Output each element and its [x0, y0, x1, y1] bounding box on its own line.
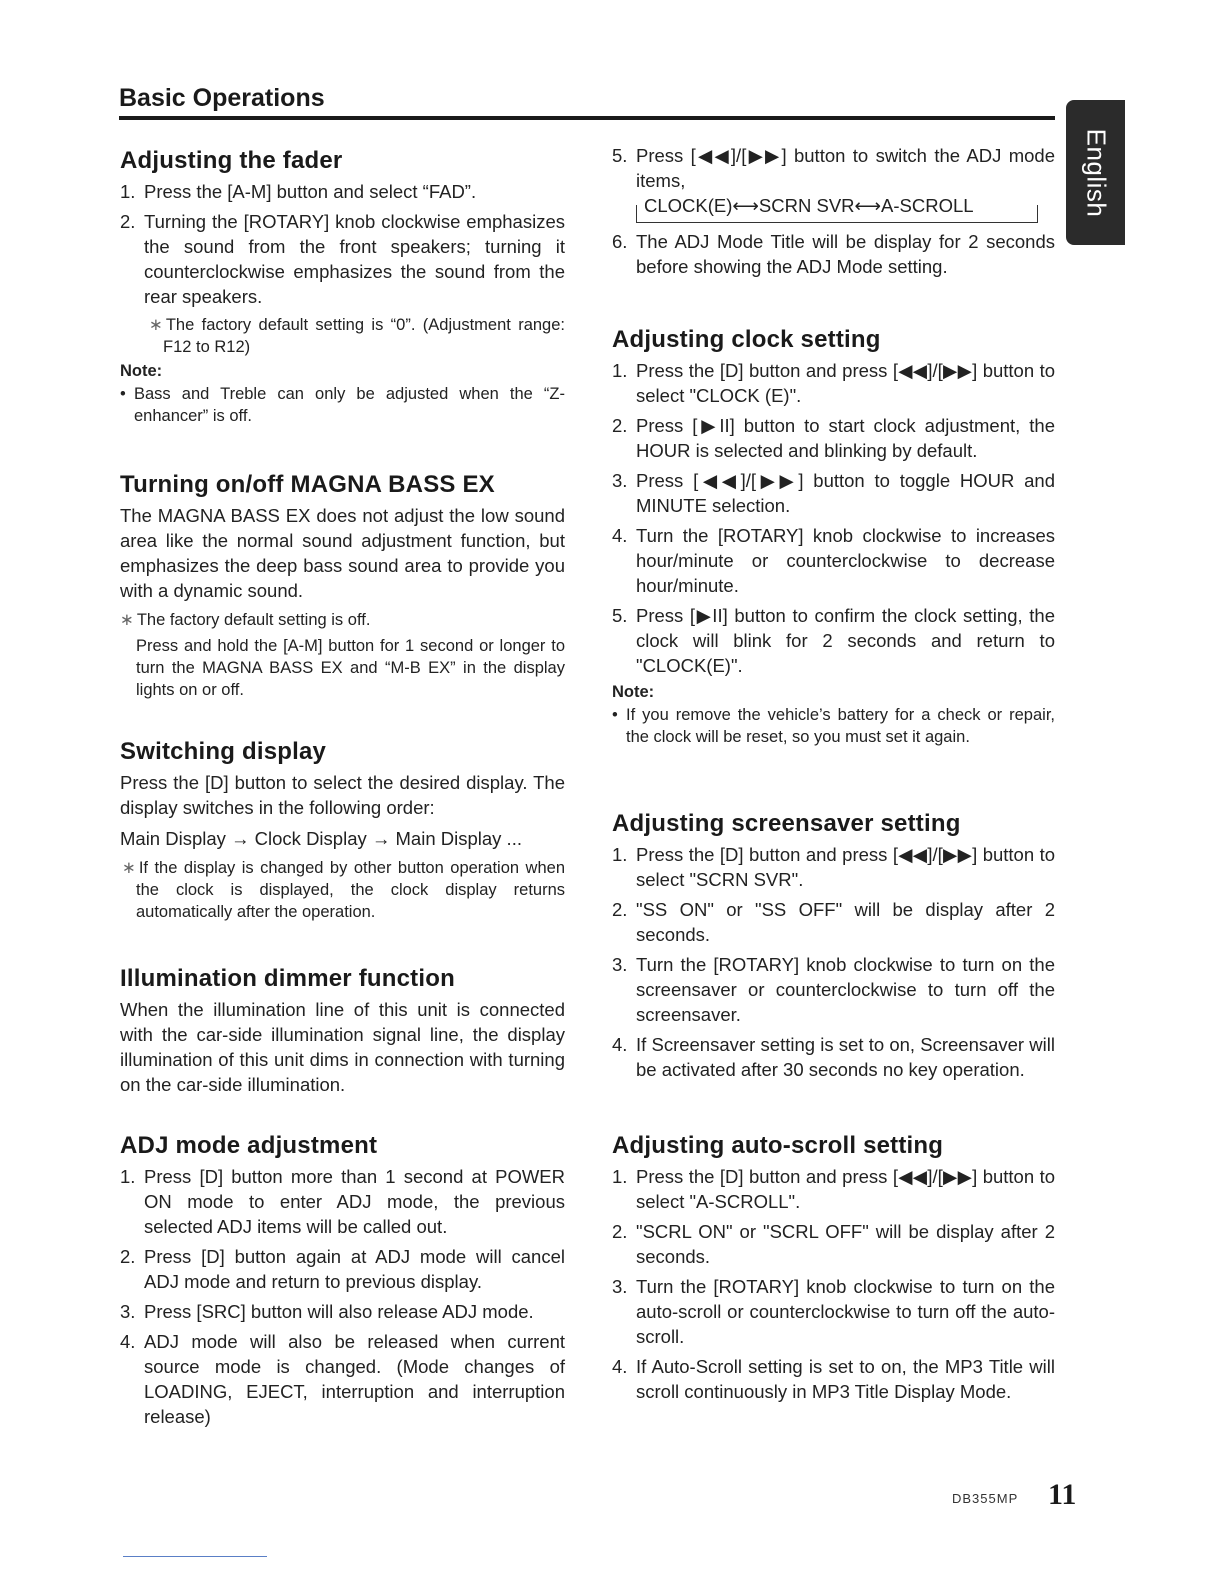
fader-section	[120, 146, 565, 427]
section-rule	[119, 116, 1055, 120]
step-text: ADJ mode will also be released when current source mode is changed. (Mode changes of LOADING, EJECT, interruption and interruption release)	[144, 1331, 565, 1427]
autoscroll-title: Adjusting auto-scroll setting	[612, 1132, 944, 1159]
list-item	[120, 179, 565, 204]
adj-continued-steps-2	[612, 229, 1055, 279]
list-item	[120, 1244, 565, 1294]
adj-title: ADJ mode adjustment	[120, 1132, 378, 1159]
fader-default-note	[120, 314, 565, 358]
fader-steps	[120, 179, 565, 309]
autoscroll-section	[612, 1131, 1055, 1409]
list-item	[612, 1219, 1055, 1269]
step-number: 4.	[120, 1331, 136, 1352]
screensaver-section	[612, 809, 1055, 1087]
language-tab	[1066, 100, 1125, 245]
list-item	[612, 358, 1055, 408]
autoscroll-steps	[612, 1164, 1055, 1404]
step-text: Press the [D] button and press [◀◀]/[▶▶] button to select "A-SCROLL".	[636, 1166, 1055, 1212]
dimmer-body: When the illumination line of this unit is connected with the car-side illumination signal line, the display illumination of this unit dims in connection with turning on the car-side illumination.	[120, 999, 565, 1095]
list-item	[612, 413, 1055, 463]
adj-sequence-diagram	[636, 193, 1038, 225]
section-title: Basic Operations	[119, 84, 325, 112]
step-text: Press [D] button more than 1 second at POWER ON mode to enter ADJ mode, the previous selected ADJ items will be called out.	[144, 1166, 565, 1237]
model-number: DB355MP	[952, 1491, 1019, 1506]
step-number: 1.	[120, 181, 136, 202]
step-text: Turn the [ROTARY] knob clockwise to turn on the screensaver or counterclockwise to turn off the screensaver.	[636, 954, 1055, 1025]
step-text: "SCRL ON" or "SCRL OFF" will be display after 2 seconds.	[636, 1221, 1055, 1267]
step-number: 2.	[120, 1246, 136, 1267]
list-item	[612, 1032, 1055, 1082]
step-text: Press [D] button again at ADJ mode will cancel ADJ mode and return to previous display.	[144, 1246, 565, 1292]
list-item	[612, 842, 1055, 892]
display-note	[120, 857, 565, 923]
asterisk-icon: ∗	[120, 611, 134, 629]
page-number: 11	[1048, 1478, 1077, 1511]
display-order: Main Display → Clock Display → Main Display ...	[120, 828, 522, 849]
step-number: 4.	[612, 525, 628, 546]
magna-default-text: The factory default setting is off.	[136, 611, 371, 629]
list-item	[612, 897, 1055, 947]
loop-line-bottom	[636, 222, 1038, 223]
step-number: 3.	[612, 954, 628, 975]
magna-default-note	[120, 609, 565, 631]
step-number: 4.	[612, 1356, 628, 1377]
loop-line-left	[636, 205, 637, 223]
bottom-line	[123, 1556, 267, 1557]
step-text: Press [▶II] button to start clock adjustment, the HOUR is selected and blinking by default.	[636, 415, 1055, 461]
list-item	[120, 1299, 565, 1324]
list-item	[612, 523, 1055, 598]
clock-note-label: Note:	[612, 683, 655, 701]
language-tab-label: English	[1081, 128, 1111, 217]
screensaver-steps	[612, 842, 1055, 1082]
clock-section	[612, 325, 1055, 748]
step-number: 1.	[120, 1166, 136, 1187]
clock-note-text: • If you remove the vehicle’s battery for a check or repair, the clock will be reset, so you must set it again.	[612, 704, 1055, 748]
step-number: 3.	[612, 1276, 628, 1297]
asterisk-icon: ∗	[122, 859, 136, 877]
list-item	[612, 1354, 1055, 1404]
list-item	[612, 229, 1055, 279]
display-section	[120, 737, 565, 927]
screensaver-title: Adjusting screensaver setting	[612, 810, 961, 837]
step-text: Press [◀◀]/[▶▶] button to switch the ADJ mode items,	[636, 145, 1055, 191]
list-item	[120, 1164, 565, 1239]
magna-title: Turning on/off MAGNA BASS EX	[120, 471, 495, 498]
step-number: 5.	[612, 605, 628, 626]
step-text: If Auto-Scroll setting is set to on, the MP3 Title will scroll continuously in MP3 Title Display Mode.	[636, 1356, 1055, 1402]
step-text: Press the [A-M] button and select “FAD”.	[144, 181, 477, 202]
display-note-text: If the display is changed by other button operation when the clock is displayed, the clock display returns automatically after the operation.	[136, 859, 565, 921]
fader-note-text: • Bass and Treble can only be adjusted when the “Z-enhancer” is off.	[120, 383, 565, 427]
list-item	[612, 1164, 1055, 1214]
list-item	[612, 1274, 1055, 1349]
asterisk-icon: ∗	[149, 316, 163, 334]
magna-section	[120, 470, 565, 705]
step-number: 2.	[612, 899, 628, 920]
list-item	[612, 143, 1055, 193]
step-text: Turning the [ROTARY] knob clockwise emphasizes the sound from the front speakers; turning it counterclockwise emphasizes the sound from the rear speakers.	[144, 211, 565, 307]
step-text: "SS ON" or "SS OFF" will be display after 2 seconds.	[636, 899, 1055, 945]
step-text: The ADJ Mode Title will be display for 2 seconds before showing the ADJ Mode setting.	[636, 231, 1055, 277]
step-text: Turn the [ROTARY] knob clockwise to increases hour/minute or counterclockwise to decrease hour/minute.	[636, 525, 1055, 596]
adj-continued-section	[612, 143, 1055, 284]
list-item	[612, 603, 1055, 678]
loop-line-right	[1037, 205, 1038, 223]
display-body: Press the [D] button to select the desired display. The display switches in the following order:	[120, 772, 565, 818]
list-item	[612, 468, 1055, 518]
step-text: Press [SRC] button will also release ADJ mode.	[144, 1301, 534, 1322]
fader-note-label: Note:	[120, 362, 163, 380]
clock-steps	[612, 358, 1055, 678]
step-number: 6.	[612, 231, 628, 252]
dimmer-title: Illumination dimmer function	[120, 965, 455, 992]
step-number: 1.	[612, 360, 628, 381]
list-item	[612, 952, 1055, 1027]
list-item	[120, 209, 565, 309]
step-number: 3.	[120, 1301, 136, 1322]
clock-title: Adjusting clock setting	[612, 326, 881, 353]
display-title: Switching display	[120, 738, 327, 765]
step-number: 5.	[612, 145, 628, 166]
fader-note-list	[120, 383, 565, 427]
fader-default-text: The factory default setting is “0”. (Adjustment range: F12 to R12)	[163, 316, 565, 356]
step-number: 3.	[612, 470, 628, 491]
dimmer-section	[120, 964, 565, 1103]
magna-body: The MAGNA BASS EX does not adjust the low sound area like the normal sound adjustment function, but emphasizes the deep bass sound area to provide you with a dynamic sound.	[120, 505, 565, 601]
adj-steps	[120, 1164, 565, 1429]
step-text: If Screensaver setting is set to on, Screensaver will be activated after 30 seconds no key operation.	[636, 1034, 1055, 1080]
step-number: 2.	[120, 211, 136, 232]
step-number: 1.	[612, 1166, 628, 1187]
step-text: Press [▶II] button to confirm the clock setting, the clock will blink for 2 seconds and return to "CLOCK(E)".	[636, 605, 1055, 676]
step-text: Press the [D] button and press [◀◀]/[▶▶] button to select "SCRN SVR".	[636, 844, 1055, 890]
adj-continued-steps	[612, 143, 1055, 193]
step-number: 1.	[612, 844, 628, 865]
adj-section	[120, 1131, 565, 1434]
magna-instruction: Press and hold the [A-M] button for 1 second or longer to turn the MAGNA BASS EX and “M-B EX” in the display lights on or off.	[136, 637, 565, 699]
clock-note-list	[612, 704, 1055, 748]
step-number: 4.	[612, 1034, 628, 1055]
adj-sequence-text: CLOCK(E)⟷SCRN SVR⟷A-SCROLL	[644, 195, 974, 216]
step-text: Press the [D] button and press [◀◀]/[▶▶] button to select "CLOCK (E)".	[636, 360, 1055, 406]
step-text: Turn the [ROTARY] knob clockwise to turn on the auto-scroll or counterclockwise to turn off the auto-scroll.	[636, 1276, 1055, 1347]
step-number: 2.	[612, 415, 628, 436]
step-text: Press [◀◀]/[▶▶] button to toggle HOUR and MINUTE selection.	[636, 470, 1055, 516]
step-number: 2.	[612, 1221, 628, 1242]
fader-title: Adjusting the fader	[120, 147, 343, 174]
list-item	[120, 1329, 565, 1429]
